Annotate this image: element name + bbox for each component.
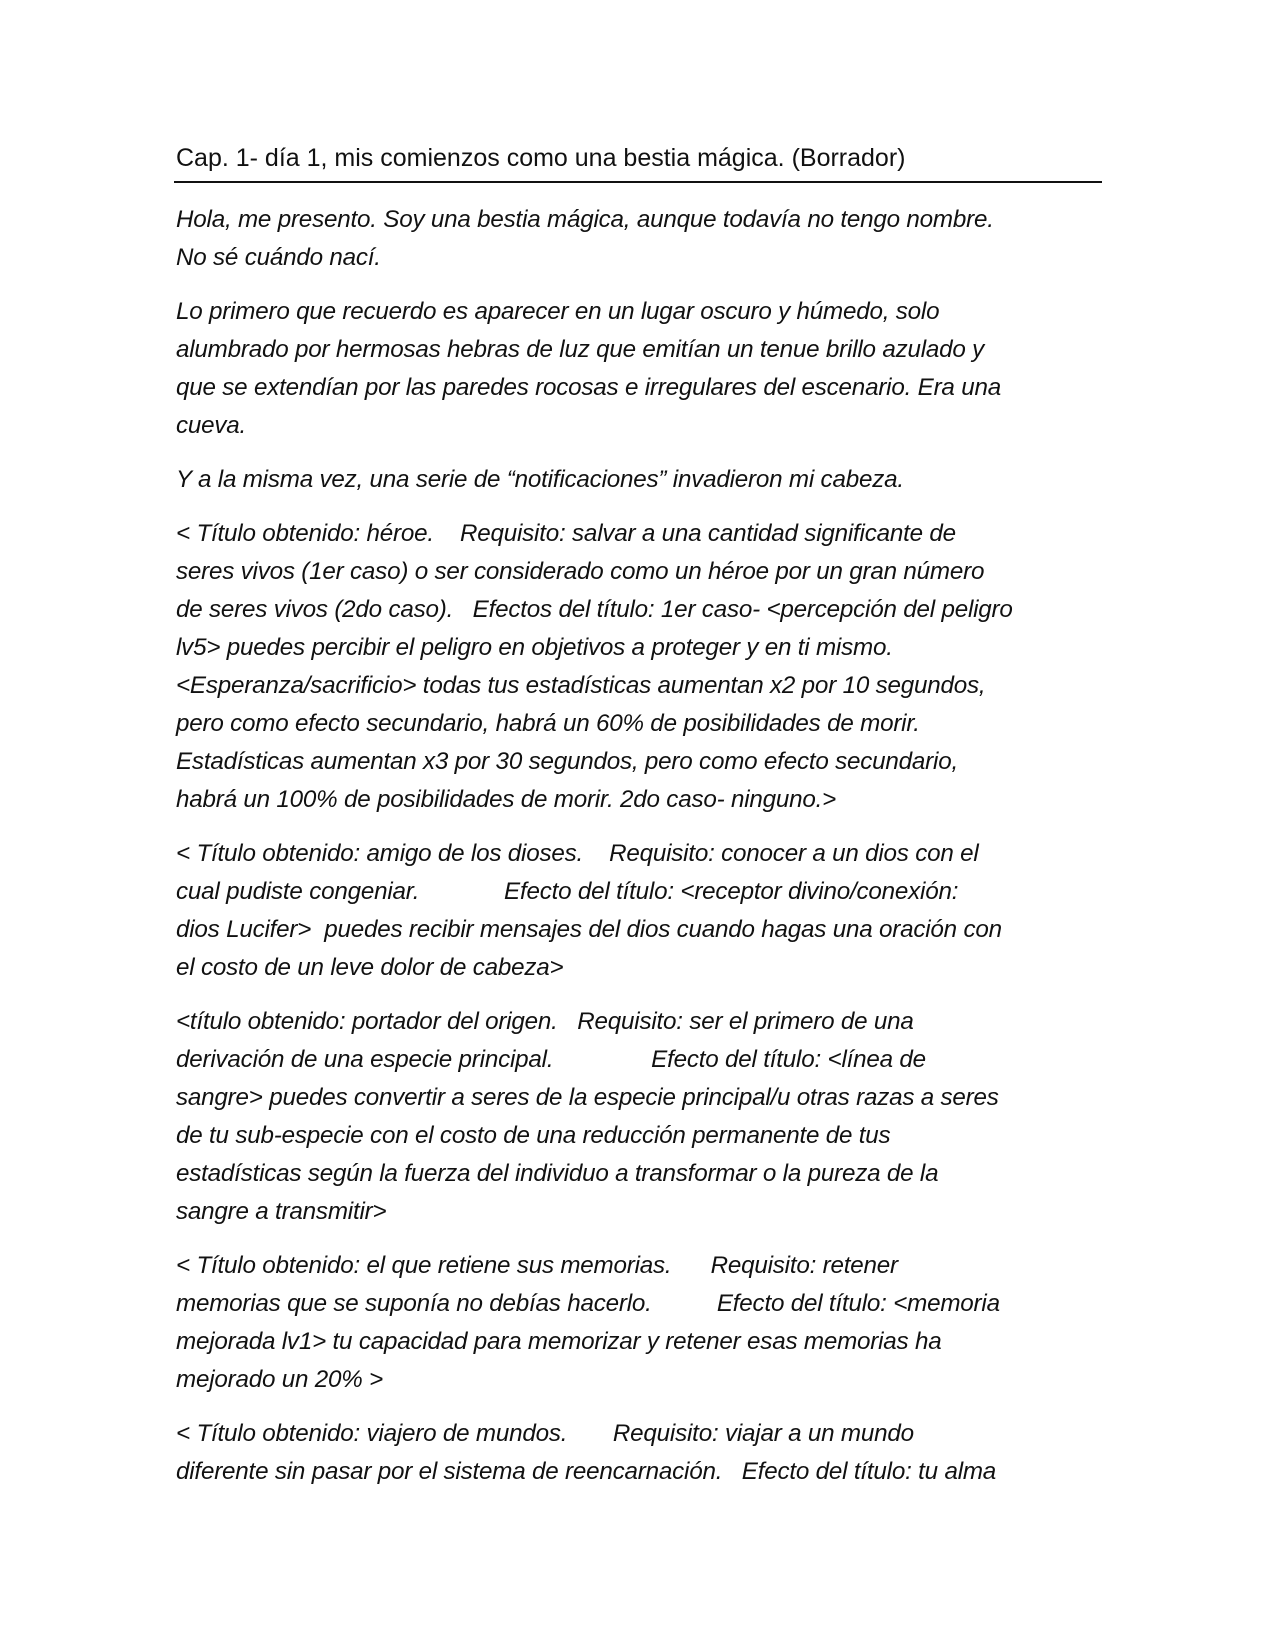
paragraph-line: < Título obtenido: héroe. Requisito: salvar a una cantidad significante de — [176, 520, 956, 547]
paragraph — [176, 835, 1101, 987]
chapter-body — [176, 201, 1101, 1491]
paragraph-line: dios Lucifer> puedes recibir mensajes del dios cuando hagas una oración con — [176, 916, 1002, 943]
paragraph-line: que se extendían por las paredes rocosas e irregulares del escenario. Era una — [176, 374, 1001, 401]
paragraph-line: mejorado un 20% > — [176, 1366, 384, 1393]
paragraph-line: Lo primero que recuerdo es aparecer en un lugar oscuro y húmedo, solo — [176, 298, 940, 325]
paragraph-line: pero como efecto secundario, habrá un 60% de posibilidades de morir. — [176, 710, 920, 737]
paragraph-line: Y a la misma vez, una serie de “notificaciones” invadieron mi cabeza. — [176, 466, 904, 493]
paragraph — [176, 515, 1101, 819]
paragraph-line: No sé cuándo nací. — [176, 244, 381, 271]
paragraph-line: memorias que se suponía no debías hacerlo. Efecto del título: <memoria — [176, 1290, 1000, 1317]
paragraph-line: estadísticas según la fuerza del individuo a transformar o la pureza de la — [176, 1160, 939, 1187]
paragraph-line: sangre> puedes convertir a seres de la especie principal/u otras razas a seres — [176, 1084, 999, 1111]
paragraph — [176, 293, 1101, 445]
paragraph-line: cual pudiste congeniar. Efecto del título: <receptor divino/conexión: — [176, 878, 959, 905]
paragraph-line: de seres vivos (2do caso). Efectos del título: 1er caso- <percepción del peligro — [176, 596, 1013, 623]
paragraph — [176, 1247, 1101, 1399]
paragraph — [176, 1415, 1101, 1491]
paragraph-line: < Título obtenido: el que retiene sus memorias. Requisito: retener — [176, 1252, 898, 1279]
paragraph-line: lv5> puedes percibir el peligro en objetivos a proteger y en ti mismo. — [176, 634, 893, 661]
paragraph-line: sangre a transmitir> — [176, 1198, 387, 1225]
paragraph-line: <Esperanza/sacrificio> todas tus estadísticas aumentan x2 por 10 segundos, — [176, 672, 986, 699]
title-underline — [174, 181, 1102, 183]
paragraph-line: < Título obtenido: amigo de los dioses. Requisito: conocer a un dios con el — [176, 840, 979, 867]
paragraph — [176, 461, 1101, 499]
paragraph-line: derivación de una especie principal. Efecto del título: <línea de — [176, 1046, 926, 1073]
paragraph-line: Estadísticas aumentan x3 por 30 segundos, pero como efecto secundario, — [176, 748, 958, 775]
paragraph — [176, 1003, 1101, 1231]
paragraph — [176, 201, 1101, 277]
paragraph-line: < Título obtenido: viajero de mundos. Requisito: viajar a un mundo — [176, 1420, 914, 1447]
paragraph-line: de tu sub-especie con el costo de una reducción permanente de tus — [176, 1122, 891, 1149]
document-page — [176, 140, 1101, 1507]
paragraph-line: mejorada lv1> tu capacidad para memorizar y retener esas memorias ha — [176, 1328, 942, 1355]
paragraph-line: habrá un 100% de posibilidades de morir. 2do caso- ninguno.> — [176, 786, 837, 813]
paragraph-line: Hola, me presento. Soy una bestia mágica, aunque todavía no tengo nombre. — [176, 206, 994, 233]
paragraph-line: <título obtenido: portador del origen. Requisito: ser el primero de una — [176, 1008, 914, 1035]
chapter-title: Cap. 1- día 1, mis comienzos como una bestia mágica. (Borrador) — [176, 144, 906, 172]
paragraph-line: alumbrado por hermosas hebras de luz que emitían un tenue brillo azulado y — [176, 336, 985, 363]
paragraph-line: seres vivos (1er caso) o ser considerado como un héroe por un gran número — [176, 558, 985, 585]
paragraph-line: diferente sin pasar por el sistema de reencarnación. Efecto del título: tu alma — [176, 1458, 997, 1485]
paragraph-line: el costo de un leve dolor de cabeza> — [176, 954, 564, 981]
paragraph-line: cueva. — [176, 412, 247, 439]
